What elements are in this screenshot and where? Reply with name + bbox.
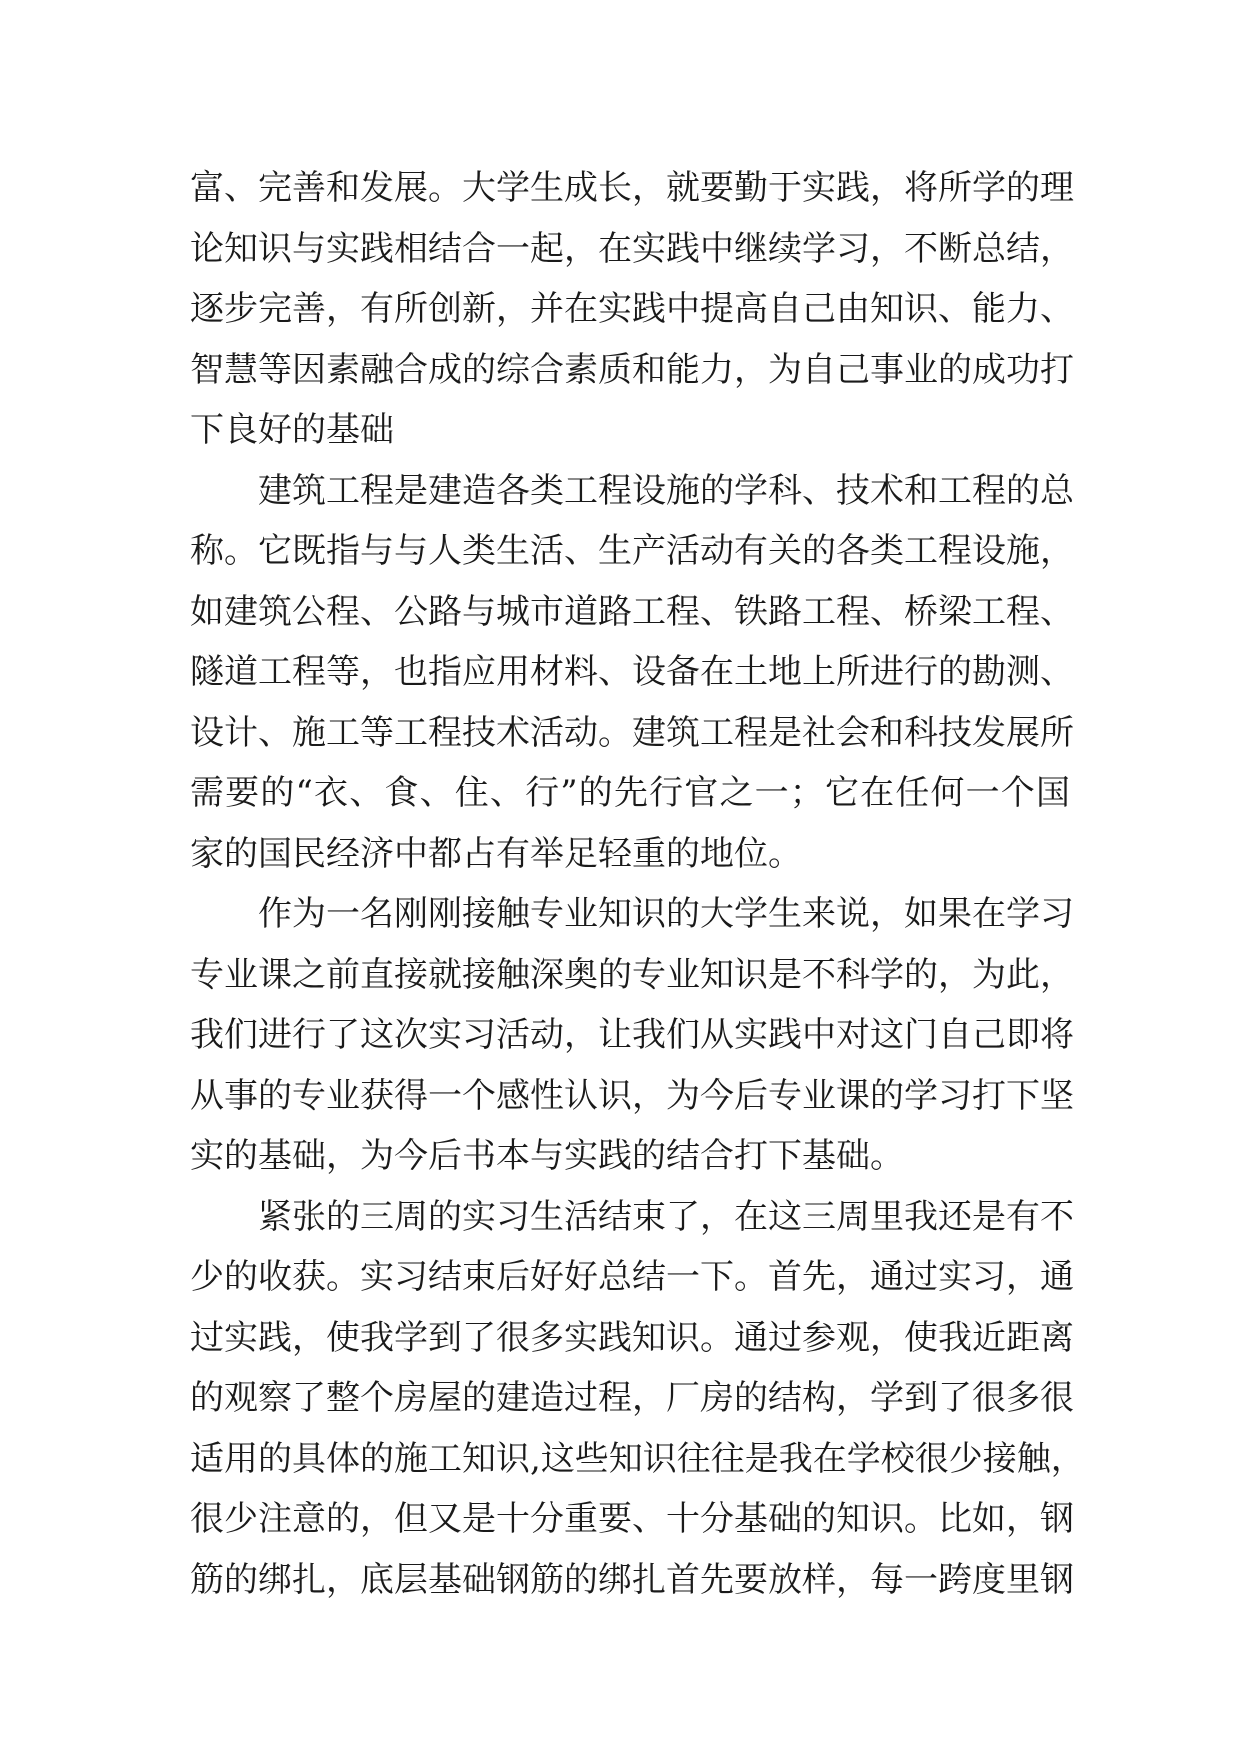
text-line: 如建筑公程、公路与城市道路工程、铁路工程、桥梁工程、 — [190, 591, 1074, 632]
text-line: 下良好的基础 — [190, 410, 394, 450]
text-line: 富、完善和发展。大学生成长，就要勤于实践，将所学的理 — [190, 168, 1074, 208]
text-line: 设计、施工等工程技术活动。建筑工程是社会和科技发展所 — [190, 712, 1074, 753]
text-line: 称。它既指与与人类生活、生产活动有关的各类工程设施， — [190, 531, 1074, 571]
paragraph — [190, 461, 1074, 885]
text-line: 筋的绑扎，底层基础钢筋的绑扎首先要放样，每一跨度里钢 — [190, 1559, 1074, 1600]
paragraph — [190, 1187, 1085, 1611]
text-line: 论知识与实践相结合一起，在实践中继续学习，不断总结， — [190, 228, 1074, 269]
paragraph — [190, 884, 1074, 1187]
text-line: 需要的“衣、食、住、行”的先行官之一；它在任何一个国 — [190, 773, 1070, 813]
text-line: 过实践，使我学到了很多实践知识。通过参观，使我近距离 — [190, 1317, 1074, 1358]
text-line: 的观察了整个房屋的建造过程，厂房的结构，学到了很多很 — [190, 1378, 1074, 1418]
text-line: 家的国民经济中都占有举足轻重的地位。 — [190, 833, 802, 874]
text-line: 建筑工程是建造各类工程设施的学科、技术和工程的总 — [258, 470, 1074, 511]
text-line: 我们进行了这次实习活动，让我们从实践中对这门自己即将 — [190, 1015, 1074, 1055]
text-line: 少的收获。实习结束后好好总结一下。首先，通过实习，通 — [190, 1257, 1074, 1297]
text-line: 逐步完善，有所创新，并在实践中提高自己由知识、能力、 — [190, 289, 1074, 329]
text-line: 智慧等因素融合成的综合素质和能力，为自己事业的成功打 — [190, 349, 1074, 390]
text-line: 很少注意的，但又是十分重要、十分基础的知识。比如，钢 — [190, 1499, 1074, 1539]
paragraph — [190, 158, 1074, 461]
text-line: 隧道工程等，也指应用材料、设备在土地上所进行的勘测、 — [190, 652, 1074, 692]
text-line: 专业课之前直接就接触深奥的专业知识是不科学的，为此， — [190, 954, 1074, 995]
text-line: 实的基础，为今后书本与实践的结合打下基础。 — [190, 1136, 904, 1176]
text-line: 从事的专业获得一个感性认识，为今后专业课的学习打下坚 — [190, 1075, 1074, 1116]
document-body — [190, 158, 1085, 1610]
text-line: 适用的具体的施工知识,这些知识往往是我在学校很少接触， — [190, 1438, 1085, 1479]
text-line: 作为一名刚刚接触专业知识的大学生来说，如果在学习 — [258, 894, 1074, 934]
text-line: 紧张的三周的实习生活结束了，在这三周里我还是有不 — [258, 1196, 1074, 1237]
